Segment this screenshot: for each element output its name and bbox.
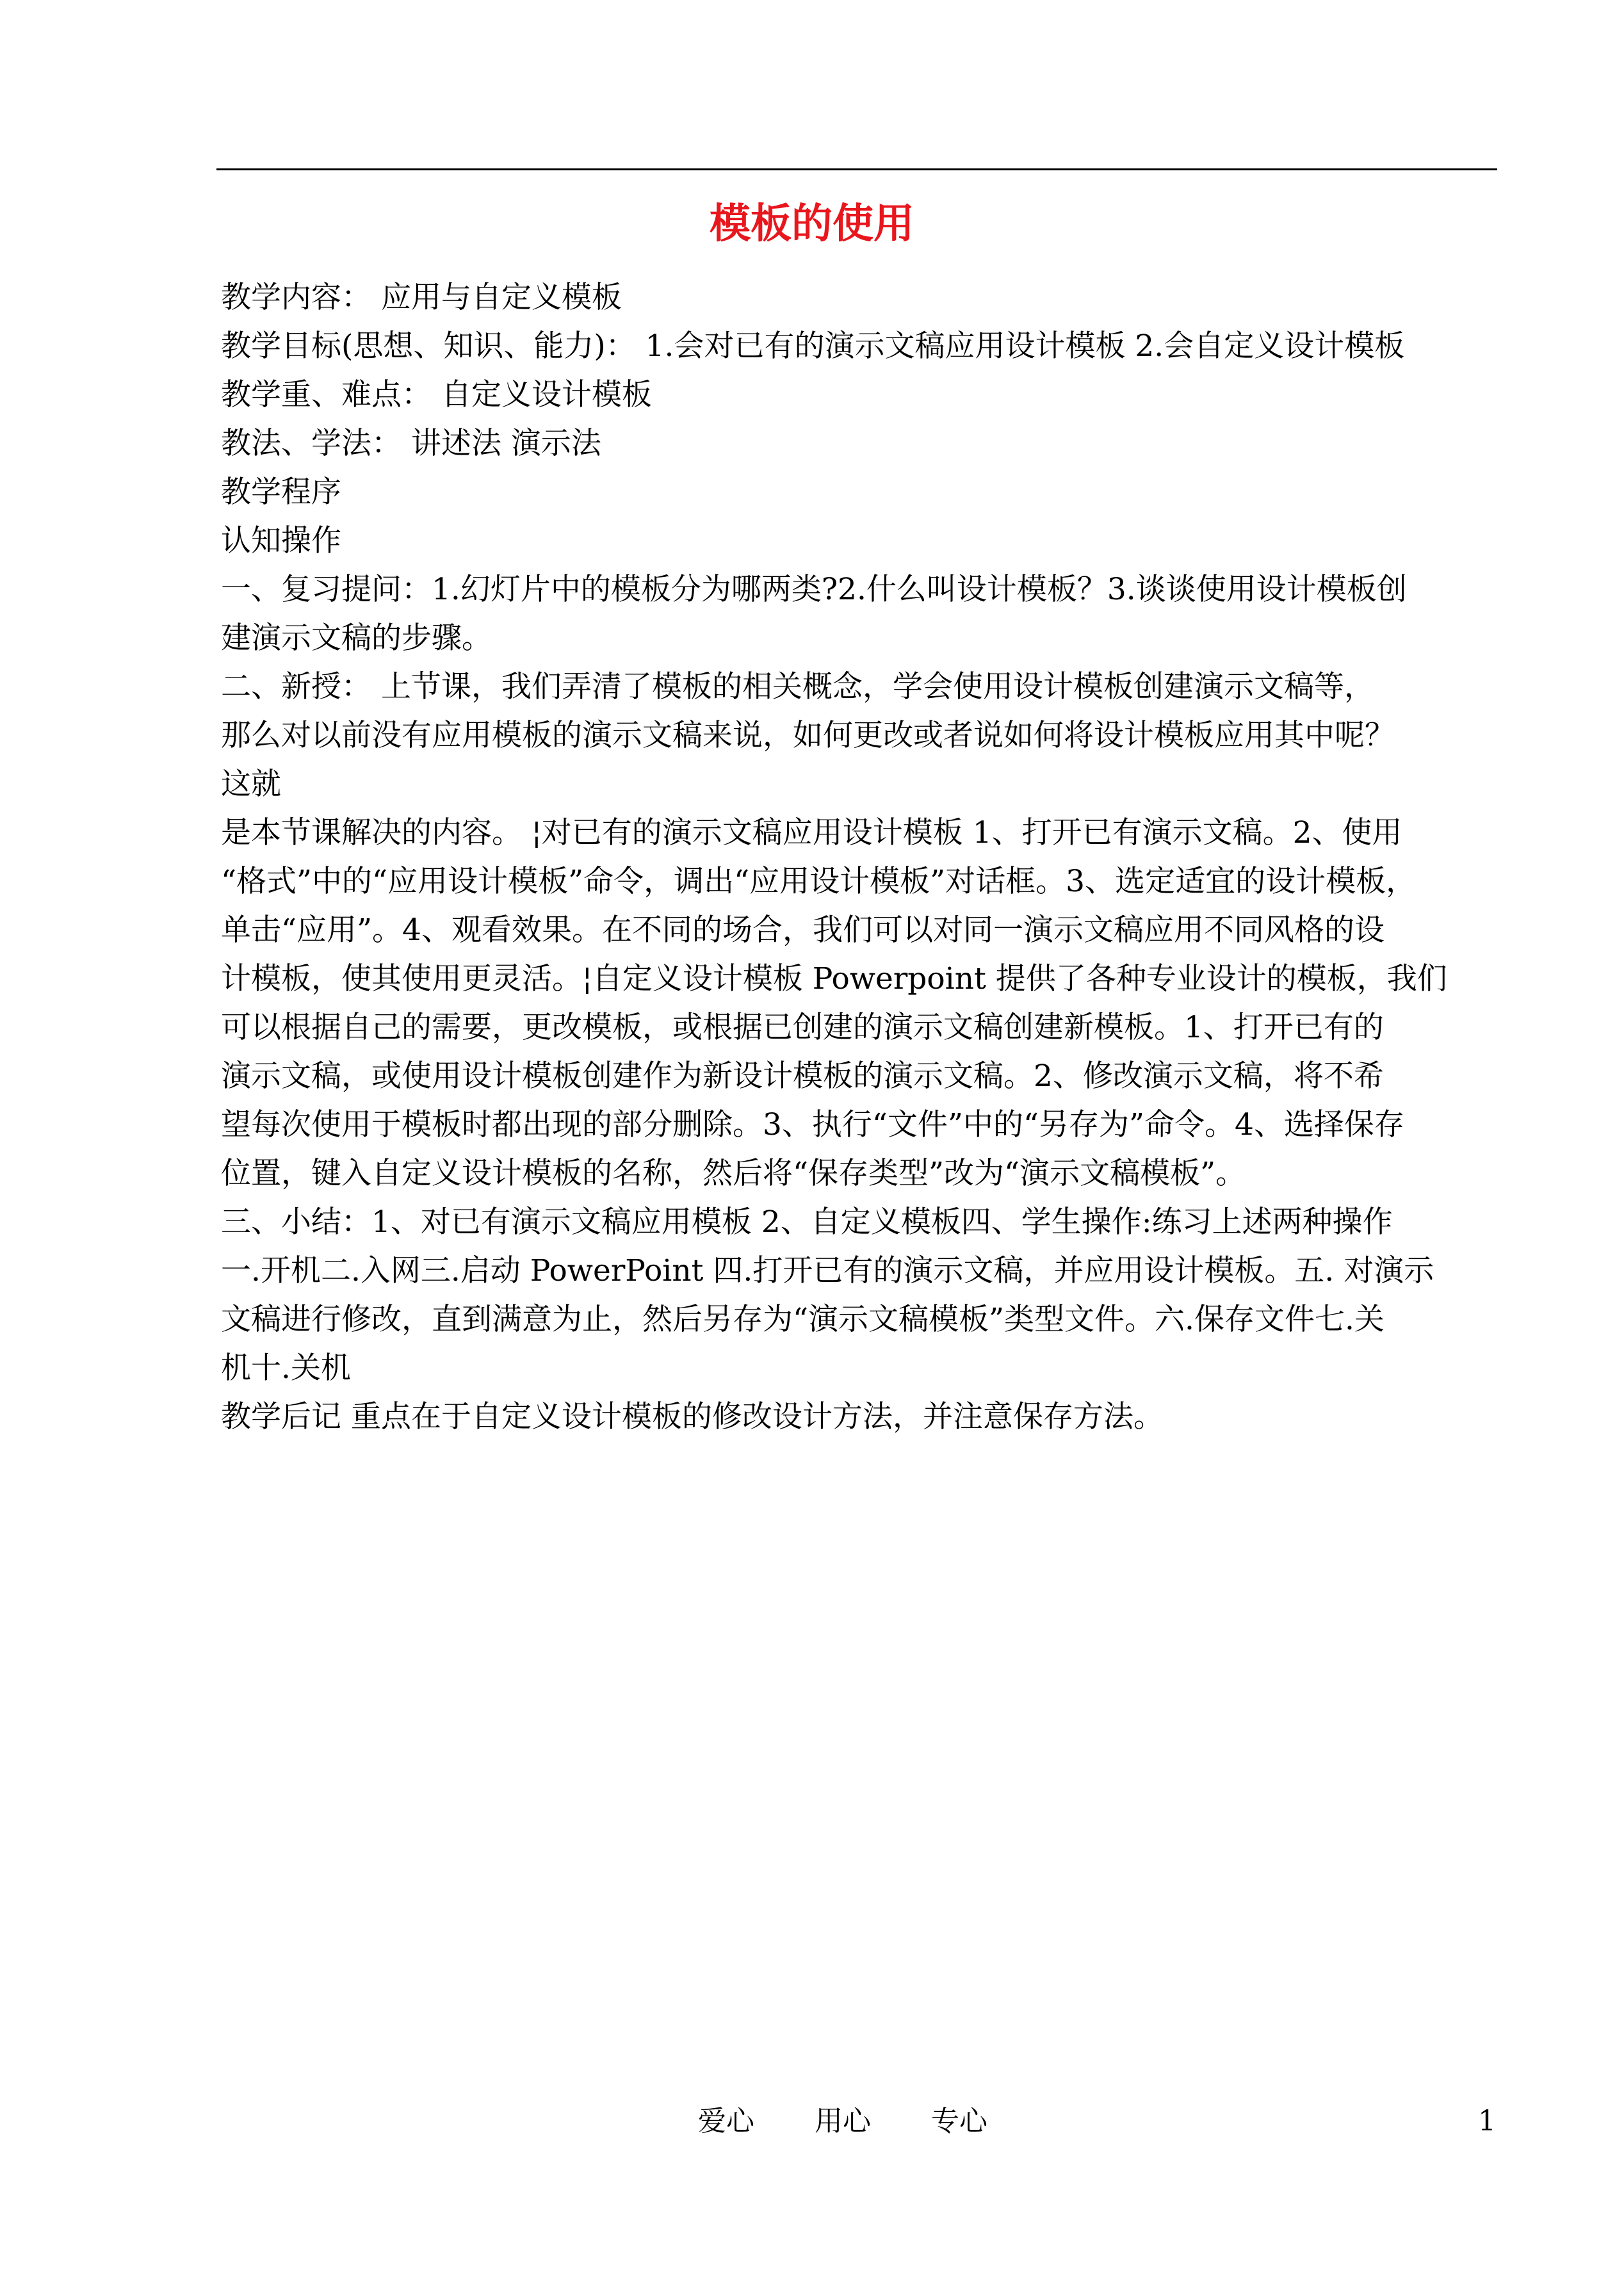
body-line: 教学程序	[221, 474, 341, 510]
body-line: 教学重、难点： 自定义设计模板	[221, 377, 652, 412]
body-line: 位置，键入自定义设计模板的名称，然后将“保存类型”改为“演示文稿模板”。	[221, 1156, 1246, 1191]
body-line: “格式”中的“应用设计模板”命令，调出“应用设计模板”对话框。3、选定适宜的设计模板，	[221, 864, 1417, 899]
document-title: 模板的使用	[710, 200, 914, 248]
body-line: 那么对以前没有应用模板的演示文稿来说，如何更改或者说如何将设计模板应用其中呢？	[221, 718, 1395, 753]
footer-motto	[698, 2099, 987, 2144]
body-line: 教学内容： 应用与自定义模板	[221, 280, 622, 315]
body-line: 二、新授： 上节课，我们弄清了模板的相关概念，学会使用设计模板创建演示文稿等，	[221, 669, 1374, 704]
body-line: 望每次使用于模板时都出现的部分删除。3、执行“文件”中的“另存为”命令。4、选择保存	[221, 1107, 1404, 1142]
body-line: 认知操作	[221, 523, 341, 558]
body-line: 可以根据自己的需要，更改模板，或根据已创建的演示文稿创建新模板。1、打开已有的	[221, 1010, 1384, 1045]
document-body	[221, 273, 1498, 1441]
footer-motto-item: 爱心	[698, 2105, 754, 2137]
body-line: 机十.关机	[221, 1350, 351, 1386]
footer-motto-item: 用心	[815, 2105, 871, 2137]
body-line: 一.开机二.入网三.启动 PowerPoint 四.打开已有的演示文稿，并应用设计模板。五. 对演示	[221, 1253, 1434, 1288]
body-line: 计模板，使其使用更灵活。¦自定义设计模板 Powerpoint 提供了各种专业设计的模板，我们	[221, 961, 1447, 996]
header-rule	[216, 168, 1497, 170]
body-line: 一、复习提问：1.幻灯片中的模板分为哪两类?2.什么叫设计模板？3.谈谈使用设计模板创	[221, 572, 1407, 607]
body-line: 这就	[221, 766, 281, 802]
body-line: 演示文稿，或使用设计模板创建作为新设计模板的演示文稿。2、修改演示文稿，将不希	[221, 1058, 1384, 1094]
footer-motto-item: 专心	[931, 2105, 987, 2137]
body-line: 教学后记 重点在于自定义设计模板的修改设计方法，并注意保存方法。	[221, 1399, 1164, 1434]
body-line: 单击“应用”。4、观看效果。在不同的场合，我们可以对同一演示文稿应用不同风格的设	[221, 912, 1384, 948]
body-line: 三、小结：1、对已有演示文稿应用模板 2、自定义模板四、学生操作:练习上述两种操作	[221, 1204, 1393, 1240]
body-line: 教法、学法： 讲述法 演示法	[221, 426, 601, 461]
body-line: 教学目标(思想、知识、能力)： 1.会对已有的演示文稿应用设计模板 2.会自定义设计模板	[221, 328, 1405, 364]
body-line: 是本节课解决的内容。 ¦对已有的演示文稿应用设计模板 1、打开已有演示文稿。2、使用	[221, 815, 1402, 850]
body-line: 建演示文稿的步骤。	[221, 620, 492, 656]
page-number: 1	[1478, 2105, 1496, 2137]
body-line: 文稿进行修改，直到满意为止，然后另存为“演示文稿模板”类型文件。六.保存文件七.关	[221, 1302, 1384, 1337]
